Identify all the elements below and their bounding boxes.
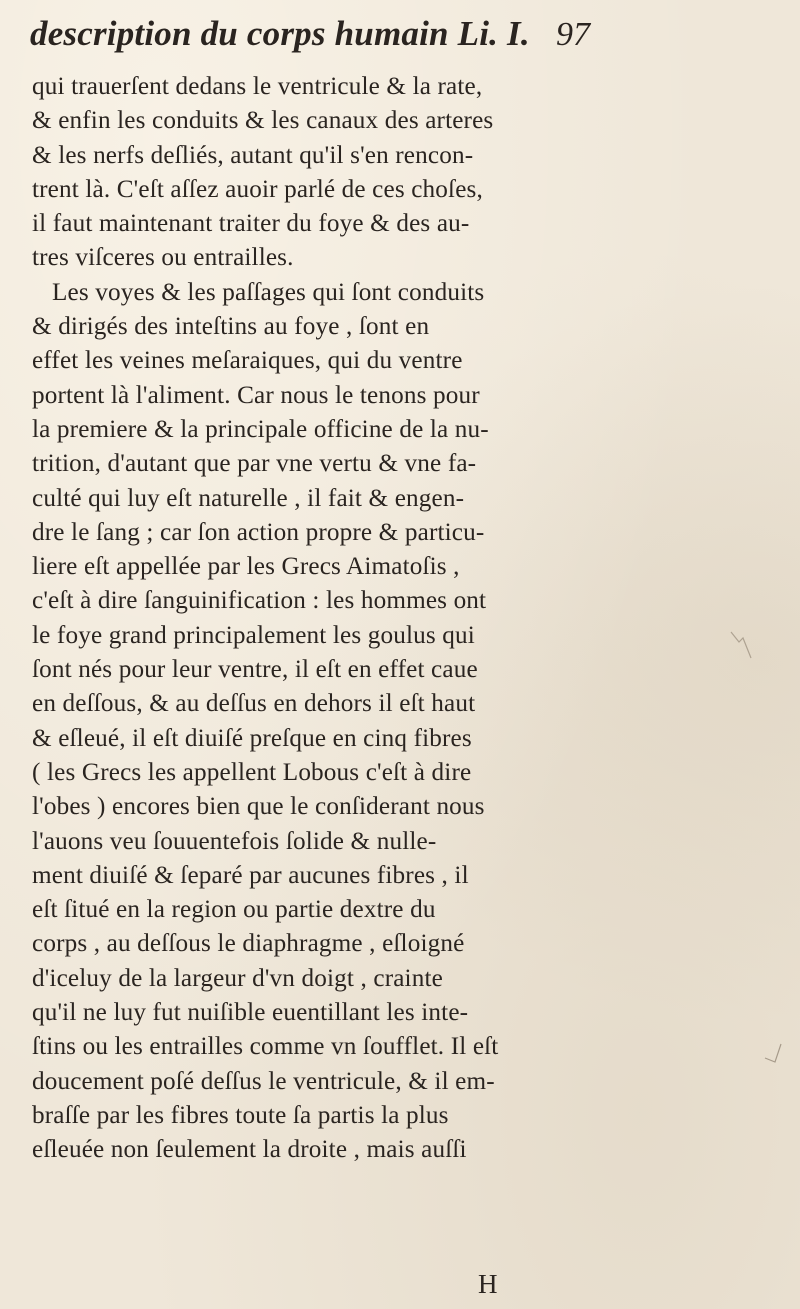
text-line: Les voyes & les paſſages qui ſont conduits xyxy=(52,278,485,306)
margin-mark xyxy=(729,628,755,664)
text-line: ment diuiſé & ſeparé par aucunes fibres , il xyxy=(32,861,469,889)
text-line: eſleuée non ſeulement la droite , mais auſſi xyxy=(32,1136,467,1164)
text-line: & les nerfs deſliés, autant qu'il s'en rencon- xyxy=(32,141,474,169)
text-line: trent là. C'eſt aſſez auoir parlé de ces choſes, xyxy=(32,175,483,203)
page-number: 97 xyxy=(556,16,590,53)
text-line: tres viſceres ou entrailles. xyxy=(32,244,294,272)
text-line: & enfin les conduits & les canaux des arteres xyxy=(32,107,494,135)
text-line: d'iceluy de la largeur d'vn doigt , crainte xyxy=(32,964,443,992)
text-line: c'eſt à dire ſanguinification : les hommes ont xyxy=(32,587,487,615)
text-line: qui trauerſent dedans le ventricule & la rate, xyxy=(32,73,483,100)
text-line: trition, d'autant que par vne vertu & vne fa- xyxy=(32,450,477,478)
text-line: & dirigés des inteſtins au foye , ſont en xyxy=(32,313,430,341)
text-line: doucement poſé deſſus le ventricule, & il em- xyxy=(32,1067,495,1095)
text-line: & eſleué, il eſt diuiſé preſque en cinq fibres xyxy=(32,724,472,752)
text-line: liere eſt appellée par les Grecs Aimatoſis , xyxy=(32,553,460,581)
text-line: corps , au deſſous le diaphragme , eſloigné xyxy=(32,930,465,958)
page-header xyxy=(30,8,590,64)
text-line: la premiere & la principale officine de la nu- xyxy=(32,415,489,443)
text-line: l'auons veu ſouuentefois ſolide & nulle- xyxy=(32,827,437,855)
text-line: portent là l'aliment. Car nous le tenons pour xyxy=(32,381,480,409)
text-line: braſſe par les fibres toute ſa partis la plus xyxy=(32,1101,449,1129)
text-line: en deſſous, & au deſſus en dehors il eſt haut xyxy=(32,690,476,718)
text-line: ſtins ou les entrailles comme vn ſoufflet. Il eſt xyxy=(32,1033,499,1061)
text-line: dre le ſang ; car ſon action propre & particu- xyxy=(32,518,485,546)
text-line: ( les Grecs les appellent Lobous c'eſt à dire xyxy=(32,758,472,786)
text-line: qu'il ne luy fut nuiſible euentillant les inte- xyxy=(32,999,469,1027)
text-line: effet les veines meſaraiques, qui du ventre xyxy=(32,347,463,375)
body-text xyxy=(32,70,592,1168)
catchword: H xyxy=(478,1269,498,1299)
running-title: description du corps humain Li. I. xyxy=(30,14,530,53)
text-line: culté qui luy eſt naturelle , il fait & engen- xyxy=(32,484,465,512)
text-line: il faut maintenant traiter du foye & des au- xyxy=(32,210,470,238)
margin-mark xyxy=(763,1038,783,1068)
text-line: le foye grand principalement les goulus qui xyxy=(32,621,475,649)
text-line: eſt ſitué en la region ou partie dextre du xyxy=(32,896,436,924)
text-line: l'obes ) encores bien que le conſiderant nous xyxy=(32,793,485,821)
text-line: ſont nés pour leur ventre, il eſt en effet caue xyxy=(32,656,478,684)
